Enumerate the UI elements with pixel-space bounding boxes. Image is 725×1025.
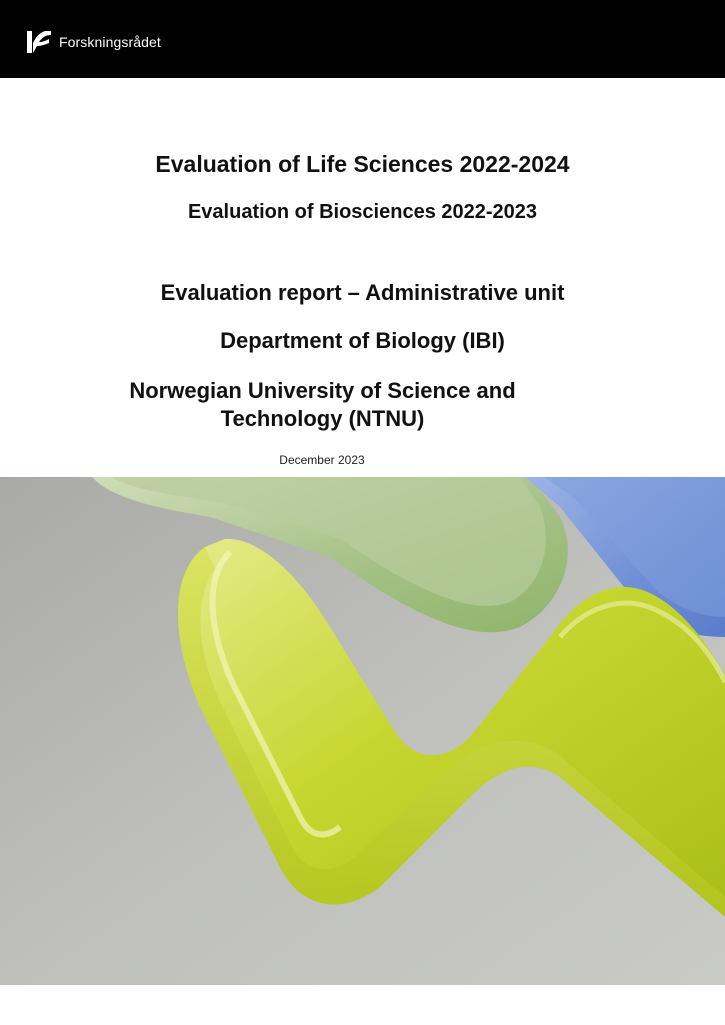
main-title <box>0 151 725 178</box>
subtitle-text: Evaluation of Biosciences 2022-2023 <box>187 201 538 223</box>
university-heading <box>100 377 545 433</box>
report-date: December 2023 <box>279 453 365 467</box>
department-heading <box>0 328 725 354</box>
subtitle <box>0 201 725 224</box>
forskningsradet-logo-icon <box>26 29 52 55</box>
main-title-text: Evaluation of Life Sciences 2022-2024 <box>155 151 570 177</box>
report-type-heading <box>0 280 725 306</box>
university-text: Norwegian University of Science and Technology (NTNU) <box>129 378 516 431</box>
logo-text: Forskningsrådet <box>59 34 161 50</box>
cover-ribbon-image <box>0 477 725 985</box>
header-bar <box>0 0 725 78</box>
department-text: Department of Biology (IBI) <box>220 328 505 353</box>
report-type-text: Evaluation report – Administrative unit <box>160 280 565 305</box>
logo[interactable] <box>26 29 161 55</box>
